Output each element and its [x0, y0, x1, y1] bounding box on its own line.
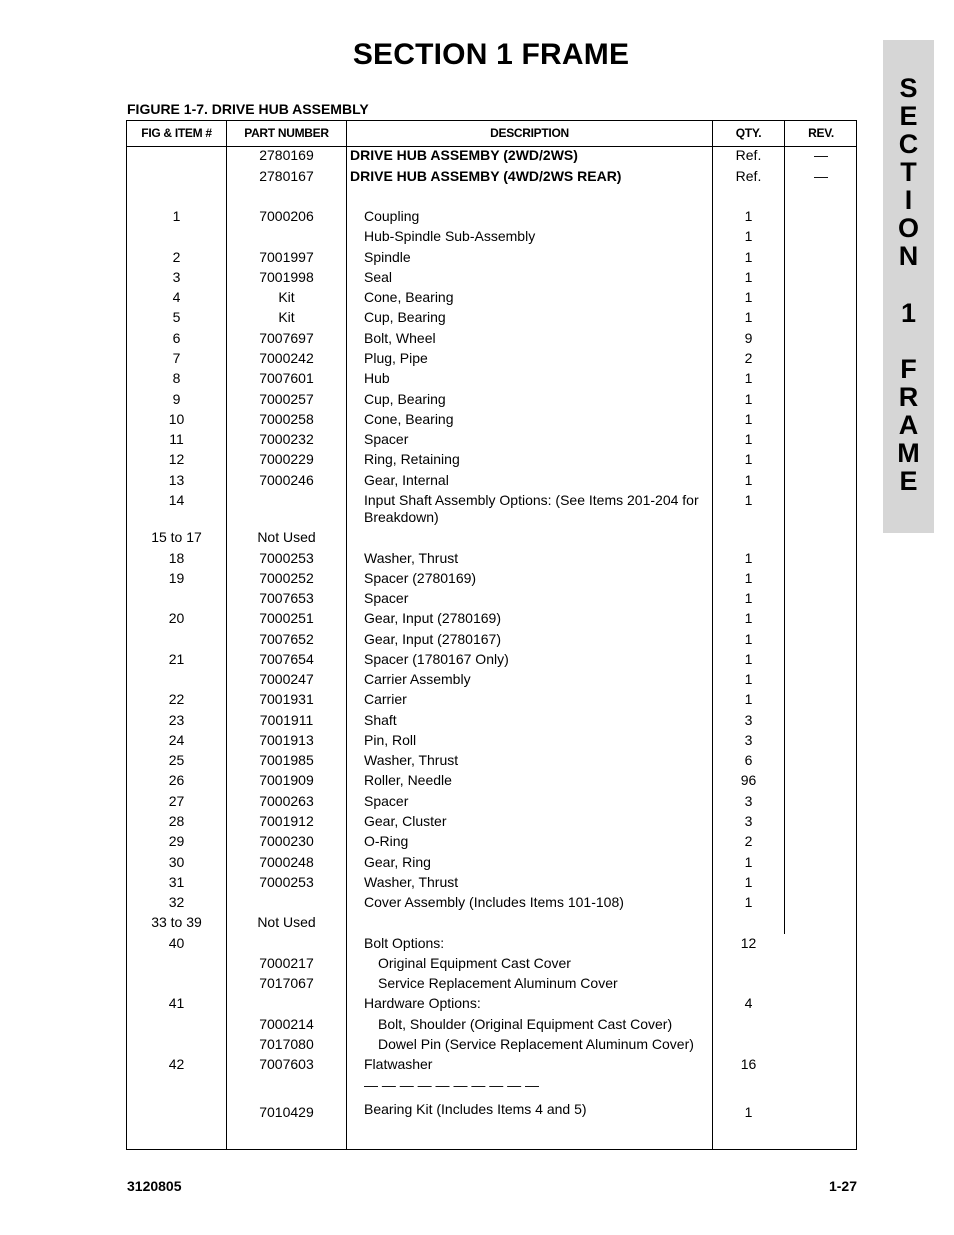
row-qty: 3 [744, 813, 753, 829]
row-description: Cone, Bearing [364, 289, 454, 305]
row-part-number: Not Used [257, 914, 316, 930]
row-part-number: 7017080 [259, 1036, 314, 1052]
row-part-number: 7000258 [259, 411, 314, 427]
row-fig-item: 7 [172, 350, 181, 366]
row-part-number: 7001931 [259, 691, 314, 707]
row-qty: 1 [744, 610, 753, 626]
row-description: Bolt, Shoulder (Original Equipment Cast Cover) [378, 1016, 673, 1032]
row-fig-item: 32 [168, 894, 185, 910]
row-description: Hub-Spindle Sub-Assembly [364, 228, 536, 244]
row-part-number: 7000253 [259, 874, 314, 890]
row-qty: 16 [740, 1056, 757, 1072]
page-number: 1-27 [828, 1178, 857, 1194]
row-part-number: 7007603 [259, 1056, 314, 1072]
row-fig-item: 12 [168, 451, 185, 467]
row-part-number: 7001997 [259, 249, 314, 265]
row-part-number: 2780167 [259, 168, 314, 184]
row-part-number: 7000263 [259, 793, 314, 809]
row-part-number: 7000246 [259, 472, 314, 488]
figure-title: FIGURE 1-7. DRIVE HUB ASSEMBLY [127, 101, 369, 117]
row-fig-item: 42 [168, 1056, 185, 1072]
row-description: DRIVE HUB ASSEMBY (2WD/2WS) [350, 147, 578, 163]
row-qty: 1 [744, 550, 753, 566]
row-description: Roller, Needle [364, 772, 452, 788]
row-part-number: 7000242 [259, 350, 314, 366]
row-fig-item: 10 [168, 411, 185, 427]
document-number: 3120805 [127, 1178, 182, 1194]
row-qty: Ref. [735, 147, 762, 163]
row-description: Bolt, Wheel [364, 330, 436, 346]
row-part-number: 7000206 [259, 208, 314, 224]
row-fig-item: 31 [168, 874, 185, 890]
row-description: Carrier [364, 691, 407, 707]
row-description: Bolt Options: [364, 935, 445, 951]
side-tab-letter: F [900, 354, 917, 384]
row-part-number: 7001911 [259, 712, 314, 728]
row-fig-item: 20 [168, 610, 185, 626]
row-part-number: 7000229 [259, 451, 314, 467]
row-qty: 1 [744, 309, 753, 325]
row-qty: 1 [744, 472, 753, 488]
row-part-number: 7017067 [259, 975, 314, 991]
row-fig-item: 26 [168, 772, 185, 788]
header-qty: QTY. [735, 126, 762, 140]
side-tab-letter: S [899, 73, 918, 103]
row-fig-item: 6 [172, 330, 181, 346]
row-qty: 1 [744, 1104, 753, 1120]
row-description: Spacer [364, 590, 409, 606]
row-qty: 1 [744, 249, 753, 265]
row-qty: 3 [744, 732, 753, 748]
row-description: Carrier Assembly [364, 671, 471, 687]
row-fig-item: 30 [168, 854, 185, 870]
side-tab-letter: M [897, 438, 920, 468]
row-qty: 9 [744, 330, 753, 346]
side-tab-letter: C [898, 129, 919, 159]
section-title: SECTION 1 FRAME [352, 38, 630, 71]
row-fig-item: 8 [172, 370, 181, 386]
row-qty: 1 [744, 289, 753, 305]
row-description: Seal [364, 269, 393, 285]
row-description: Service Replacement Aluminum Cover [378, 975, 618, 991]
row-qty: 1 [744, 431, 753, 447]
row-qty: 1 [744, 874, 753, 890]
row-part-number: 7000257 [259, 391, 314, 407]
row-fig-item: 9 [172, 391, 181, 407]
row-fig-item: 29 [168, 833, 185, 849]
row-description: Washer, Thrust [364, 550, 459, 566]
row-qty: 1 [744, 894, 753, 910]
row-fig-item: 1 [172, 208, 181, 224]
row-qty: 1 [744, 570, 753, 586]
column-divider [784, 146, 785, 934]
row-description: Pin, Roll [364, 732, 417, 748]
row-fig-item: 13 [168, 472, 185, 488]
row-part-number: 7000214 [259, 1016, 314, 1032]
row-part-number: 7000217 [259, 955, 314, 971]
row-qty: 96 [740, 772, 757, 788]
row-part-number: 7000252 [259, 570, 314, 586]
row-part-number: 7007653 [259, 590, 314, 606]
header-description: DESCRIPTION [490, 126, 569, 140]
row-qty: 1 [744, 411, 753, 427]
row-part-number: 7000247 [259, 671, 314, 687]
row-part-number: 7001913 [259, 732, 314, 748]
row-fig-item: 22 [168, 691, 185, 707]
row-qty: 1 [744, 854, 753, 870]
row-description: Hub [364, 370, 390, 386]
row-qty: 1 [744, 590, 753, 606]
row-part-number: 7000251 [259, 610, 314, 626]
row-part-number: 7007697 [259, 330, 314, 346]
row-qty: 1 [744, 671, 753, 687]
row-part-number: 7000248 [259, 854, 314, 870]
row-qty: 1 [744, 492, 753, 508]
row-description: Bearing Kit (Includes Items 4 and 5) [364, 1101, 587, 1117]
row-qty: 1 [744, 208, 753, 224]
row-qty: 2 [744, 833, 753, 849]
row-qty: 1 [744, 228, 753, 244]
header-fig-item: FIG & ITEM # [141, 126, 212, 140]
row-part-number: 7010429 [259, 1104, 314, 1120]
side-tab-letter: 1 [900, 298, 917, 328]
row-part-number: 2780169 [259, 147, 314, 163]
row-description: Input Shaft Assembly Options: (See Items 201-204 for Breakdown) [364, 492, 699, 525]
side-tab-letter: E [899, 101, 918, 131]
row-description: O-Ring [364, 833, 409, 849]
row-description: Dowel Pin (Service Replacement Aluminum Cover) [378, 1036, 694, 1052]
row-fig-item: 41 [168, 995, 185, 1011]
row-part-number: 7007654 [259, 651, 314, 667]
row-part-number: 7000253 [259, 550, 314, 566]
row-description: Gear, Input (2780167) [364, 631, 501, 647]
row-fig-item: 5 [172, 309, 181, 325]
row-description: DRIVE HUB ASSEMBY (4WD/2WS REAR) [350, 168, 622, 184]
row-qty: Ref. [735, 168, 762, 184]
row-description: Shaft [364, 712, 397, 728]
row-part-number: 7007601 [259, 370, 314, 386]
row-qty: 1 [744, 451, 753, 467]
header-part-number: PART NUMBER [244, 126, 329, 140]
row-description: — — — — — — — — — — [364, 1077, 540, 1093]
row-fig-item: 25 [168, 752, 185, 768]
row-description: Spacer (1780167 Only) [364, 651, 509, 667]
side-tab-letter: E [899, 466, 918, 496]
side-tab-letter: A [898, 410, 919, 440]
row-description: Gear, Input (2780169) [364, 610, 501, 626]
row-qty: 2 [744, 350, 753, 366]
side-tab-letter: R [898, 382, 919, 412]
row-qty: 3 [744, 712, 753, 728]
row-fig-item: 4 [172, 289, 181, 305]
row-description: Gear, Internal [364, 472, 449, 488]
row-rev: — [814, 168, 828, 184]
row-qty: 1 [744, 391, 753, 407]
row-fig-item: 18 [168, 550, 185, 566]
row-fig-item: 15 to 17 [151, 529, 202, 545]
row-qty: 4 [744, 995, 753, 1011]
row-description: Gear, Ring [364, 854, 431, 870]
row-description: Washer, Thrust [364, 752, 459, 768]
row-qty: 1 [744, 631, 753, 647]
row-description: Hardware Options: [364, 995, 481, 1011]
row-description: Washer, Thrust [364, 874, 459, 890]
row-description: Spacer (2780169) [364, 570, 477, 586]
row-description: Gear, Cluster [364, 813, 447, 829]
row-fig-item: 19 [168, 570, 185, 586]
row-part-number: Not Used [257, 529, 316, 545]
row-part-number: 7001912 [259, 813, 314, 829]
row-part-number: 7001998 [259, 269, 314, 285]
row-qty: 6 [744, 752, 753, 768]
row-rev: — [814, 147, 828, 163]
row-qty: 12 [740, 935, 757, 951]
row-description: Spacer [364, 793, 409, 809]
row-part-number: 7000230 [259, 833, 314, 849]
row-description: Spacer [364, 431, 409, 447]
row-description: Cover Assembly (Includes Items 101-108) [364, 894, 624, 910]
row-qty: 1 [744, 370, 753, 386]
row-part-number: Kit [278, 289, 295, 305]
row-fig-item: 24 [168, 732, 185, 748]
side-tab-letter: I [904, 185, 913, 215]
row-qty: 3 [744, 793, 753, 809]
row-fig-item: 2 [172, 249, 181, 265]
row-description: Cup, Bearing [364, 309, 446, 325]
row-description: Cone, Bearing [364, 411, 454, 427]
row-part-number: 7001985 [259, 752, 314, 768]
row-part-number: 7007652 [259, 631, 314, 647]
row-part-number: 7000232 [259, 431, 314, 447]
row-fig-item: 27 [168, 793, 185, 809]
row-description: Spindle [364, 249, 411, 265]
row-description: Original Equipment Cast Cover [378, 955, 571, 971]
row-fig-item: 23 [168, 712, 185, 728]
row-qty: 1 [744, 269, 753, 285]
header-rev: REV. [808, 126, 834, 140]
row-description: Cup, Bearing [364, 391, 446, 407]
row-fig-item: 28 [168, 813, 185, 829]
row-fig-item: 11 [169, 431, 184, 447]
section-side-tab [883, 40, 934, 533]
column-divider [346, 120, 347, 1150]
row-description: Flatwasher [364, 1056, 433, 1072]
row-description: Plug, Pipe [364, 350, 428, 366]
row-part-number: 7001909 [259, 772, 314, 788]
row-qty: 1 [744, 691, 753, 707]
row-fig-item: 21 [168, 651, 185, 667]
row-fig-item: 33 to 39 [151, 914, 202, 930]
row-part-number: Kit [278, 309, 295, 325]
row-fig-item: 40 [168, 935, 185, 951]
row-fig-item: 3 [172, 269, 181, 285]
side-tab-letter: N [898, 241, 919, 271]
side-tab-letter: T [900, 157, 917, 187]
row-description: Coupling [364, 208, 420, 224]
row-description: Ring, Retaining [364, 451, 460, 467]
row-qty: 1 [744, 651, 753, 667]
row-fig-item: 14 [168, 492, 185, 508]
side-tab-letter: O [897, 213, 919, 243]
